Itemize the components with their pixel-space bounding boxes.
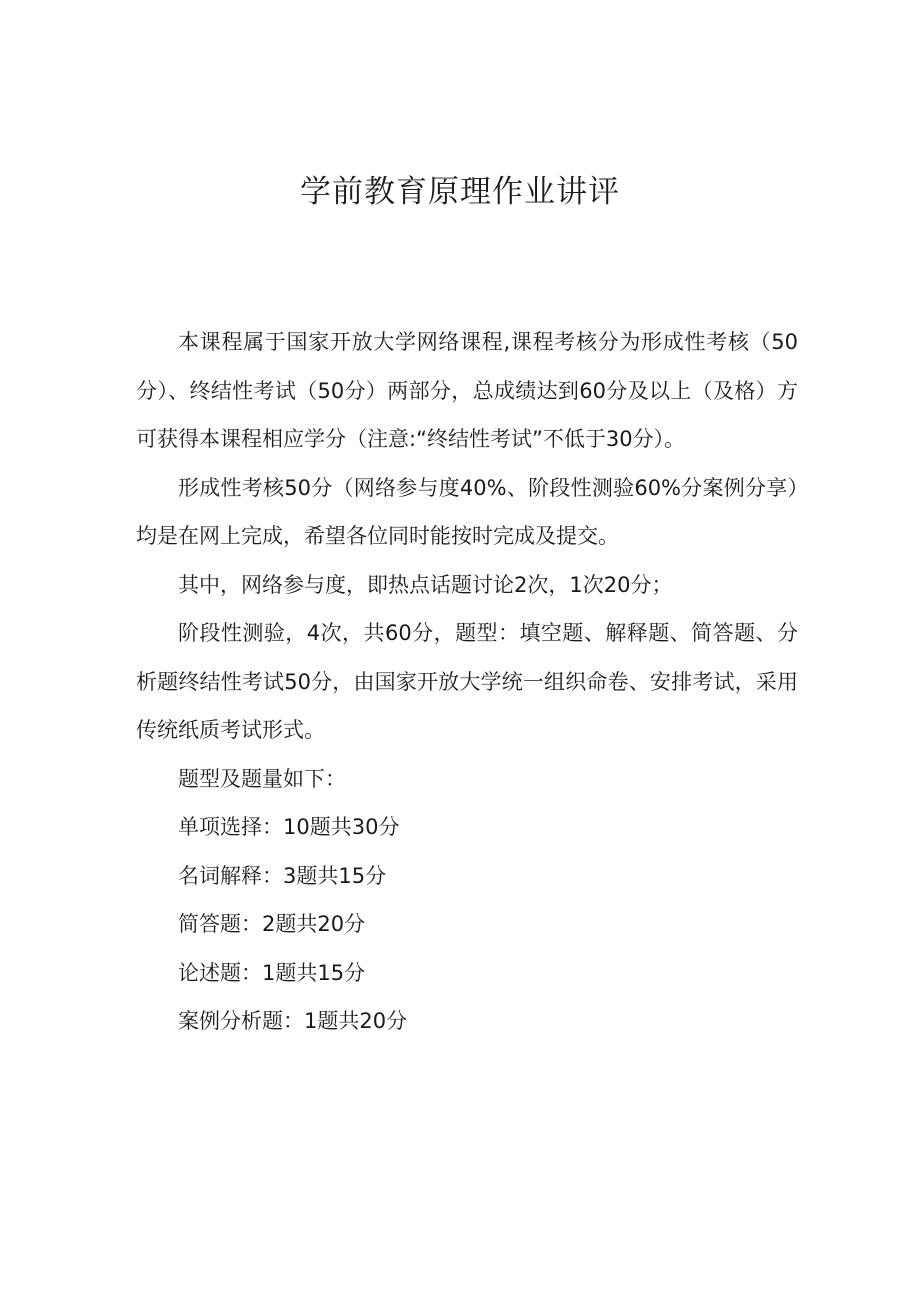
paragraph-question-types-intro: 题型及题量如下： xyxy=(178,766,346,791)
list-item-single-choice: 单项选择：10题共30分 xyxy=(178,815,400,839)
list-item-case-analysis: 案例分析题：1题共20分 xyxy=(178,1009,408,1033)
document-title: 学前教育原理作业讲评 xyxy=(300,174,620,210)
document-body xyxy=(136,318,798,1046)
paragraph-stage-tests: 阶段性测验，4次，共60分，题型：填空题、解释题、简答题、分析题终结性考试50分，由国家开放大学统一组织命卷、安排考试，采用传统纸质考试形式。 xyxy=(136,621,798,742)
paragraph-network-participation: 其中，网络参与度，即热点话题讨论2次，1次20分； xyxy=(178,572,673,597)
paragraph-formative-assessment: 形成性考核50分（网络参与度40%、阶段性测验60%分案例分享）均是在网上完成，希望各位同时能按时完成及提交。 xyxy=(136,475,798,548)
list-item-short-answer: 简答题：2题共20分 xyxy=(178,912,366,936)
paragraph-course-assessment: 本课程属于国家开放大学网络课程,课程考核分为形成性考核（50分）、终结性考试（50分）两部分，总成绩达到60分及以上（及格）方可获得本课程相应学分（注意:“终结性考试”不低于30分）。 xyxy=(136,330,798,451)
list-item-essay: 论述题：1题共15分 xyxy=(178,960,366,985)
list-item-term-explanation: 名词解释：3题共15分 xyxy=(178,863,387,888)
